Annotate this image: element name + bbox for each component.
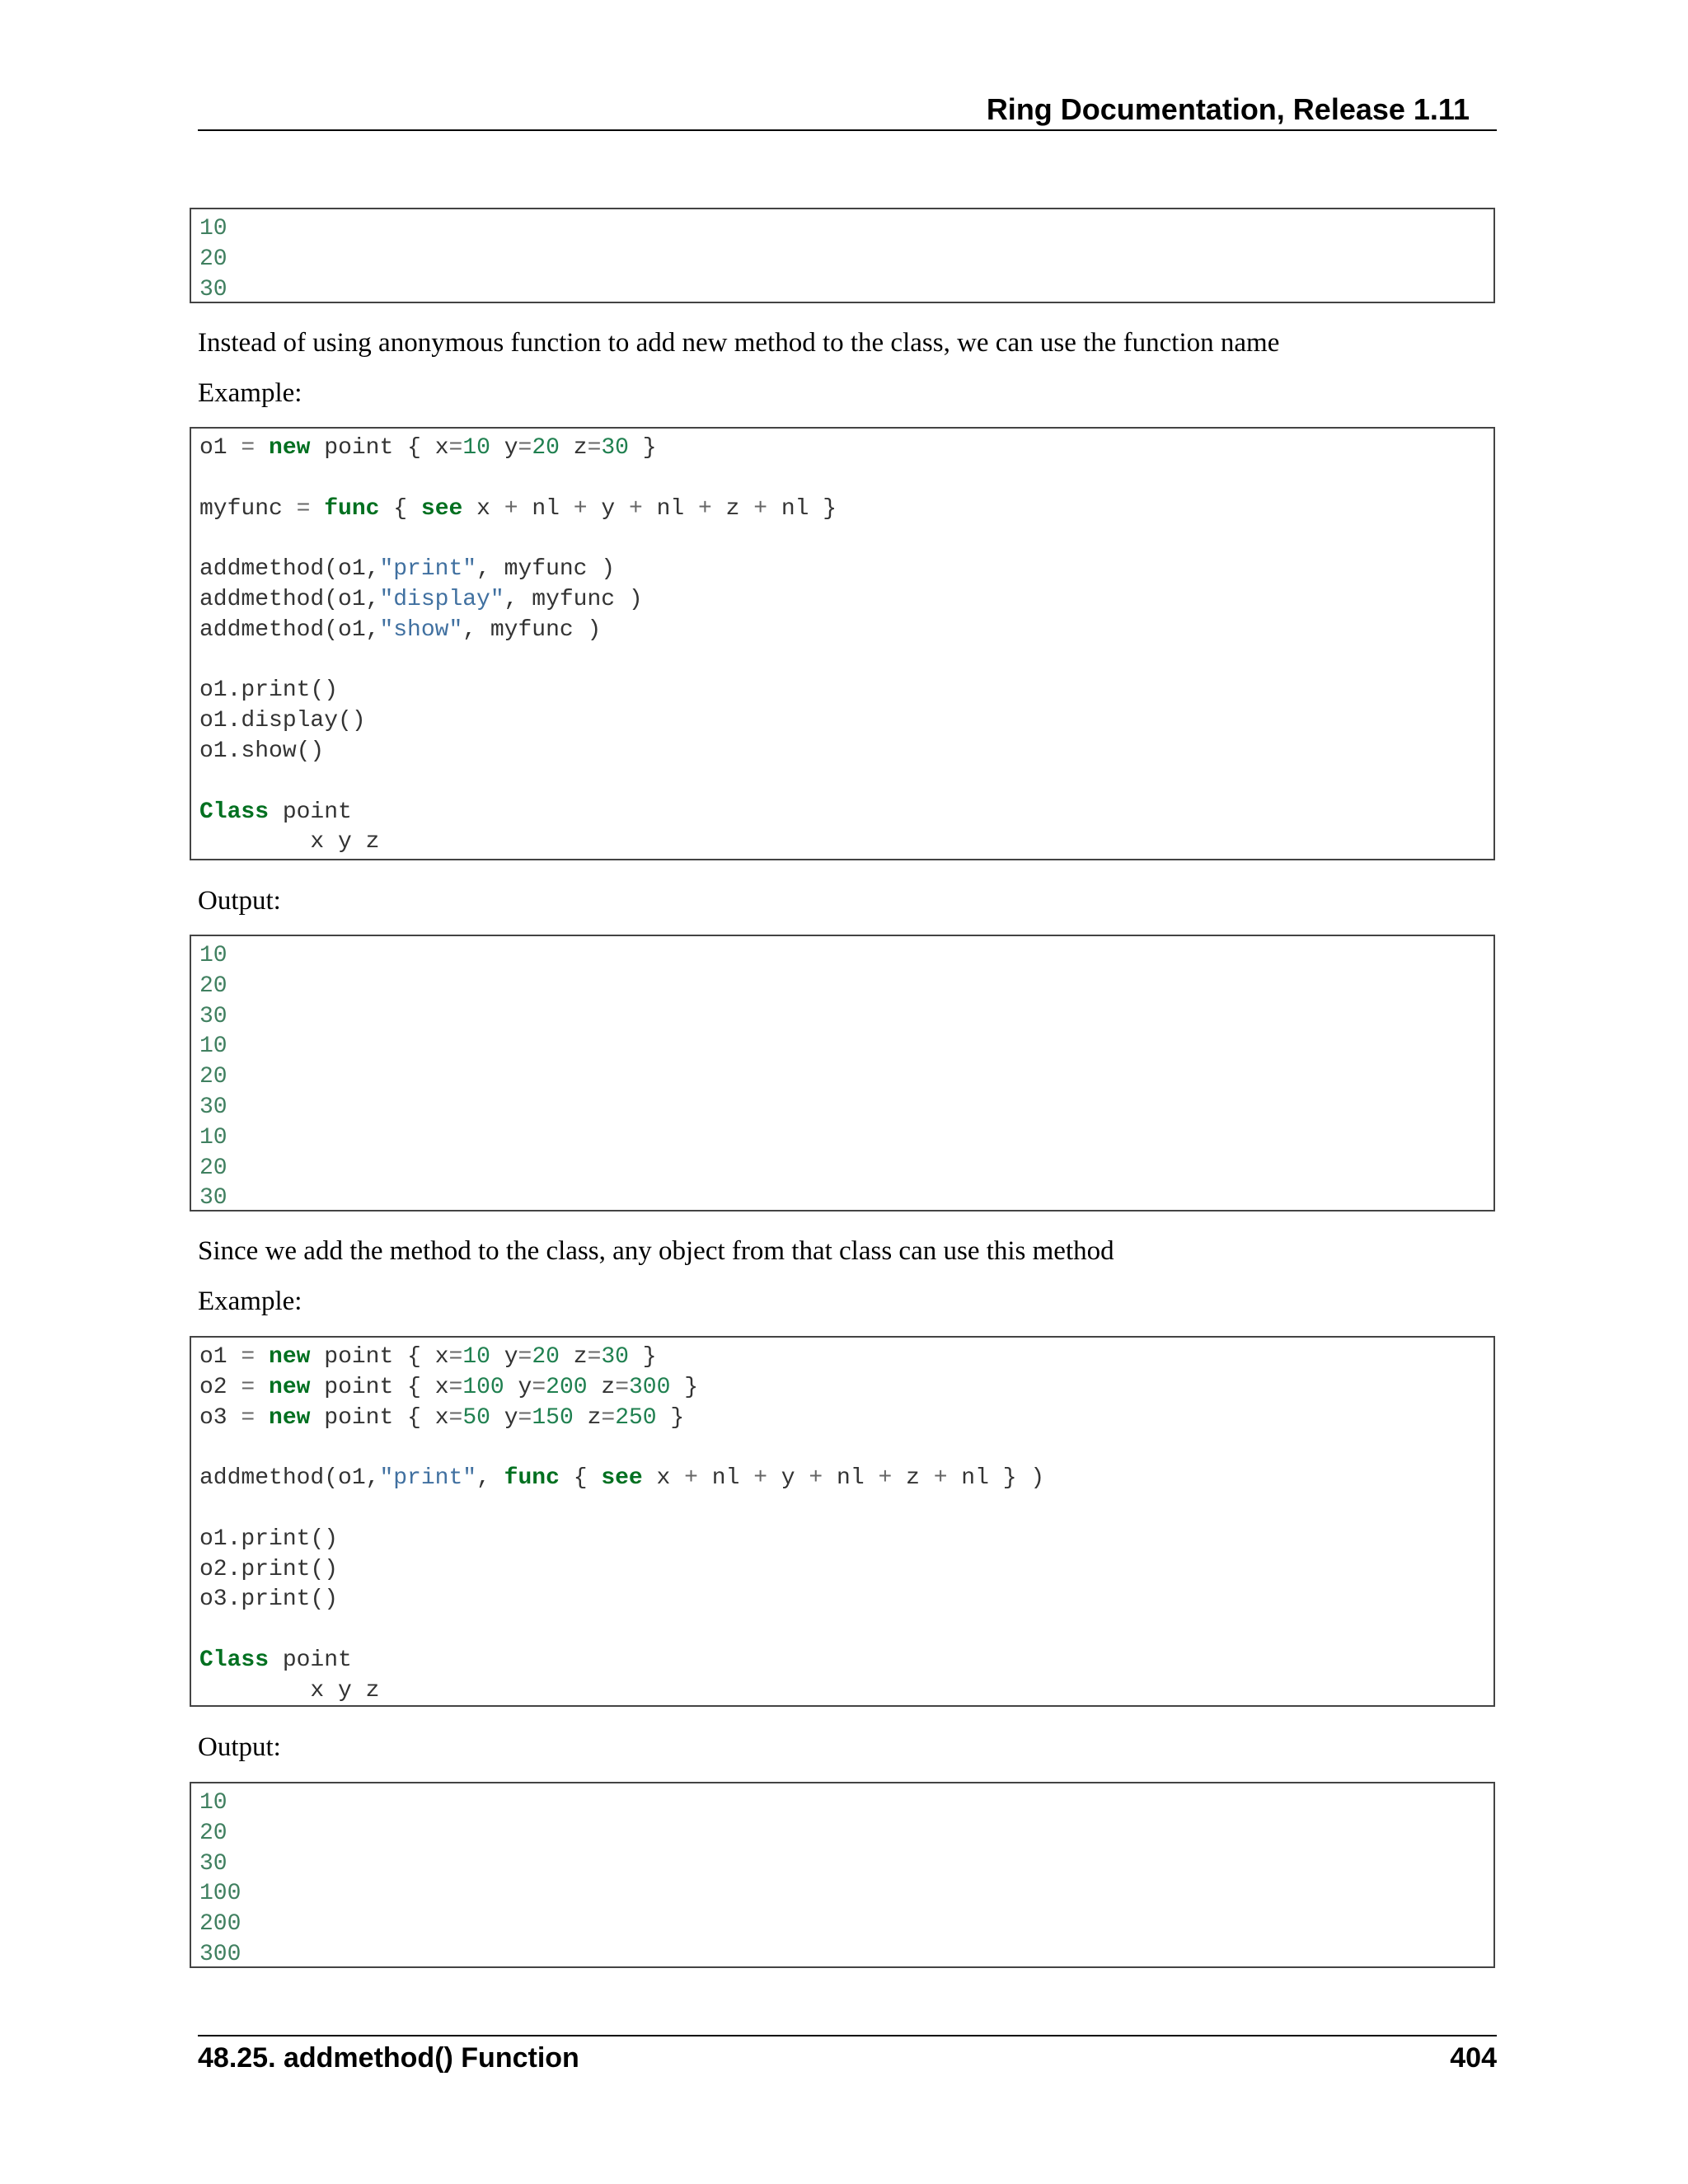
output-line: 30 [199, 1850, 227, 1877]
output-line: 10 [199, 1124, 227, 1151]
output-label: Output: [198, 1732, 281, 1762]
output-line: 100 [199, 1881, 241, 1907]
code-line-blank [199, 1494, 1493, 1525]
code-line: addmethod(o1,"print", myfunc ) [199, 556, 616, 583]
output-label: Output: [198, 886, 281, 916]
code-line-blank [199, 464, 1493, 494]
output-line: 10 [199, 1790, 227, 1816]
code-line-blank [199, 1615, 1493, 1646]
output-line: 30 [199, 276, 227, 302]
output-block [190, 935, 1495, 1212]
code-line: o1.print() [199, 677, 339, 704]
output-line: 10 [199, 1033, 227, 1060]
output-line: 30 [199, 1094, 227, 1120]
output-line: 20 [199, 1820, 227, 1846]
header-rule [198, 129, 1497, 131]
output-line: 30 [199, 1185, 227, 1212]
code-line-blank [199, 524, 1493, 555]
code-line: Class point [199, 799, 352, 825]
code-line: x y z [199, 1677, 380, 1704]
output-line: 200 [199, 1911, 241, 1938]
output-line: 20 [199, 972, 227, 999]
code-line: o1 = new point { x=10 y=20 z=30 } [199, 1344, 657, 1370]
output-line: 30 [199, 1003, 227, 1029]
code-line-blank [199, 646, 1493, 677]
example-label: Example: [198, 378, 302, 408]
code-line-blank [199, 767, 1493, 798]
code-line: addmethod(o1,"display", myfunc ) [199, 586, 643, 612]
code-block [190, 427, 1495, 860]
output-block [190, 1782, 1495, 1968]
code-line: addmethod(o1,"show", myfunc ) [199, 616, 602, 643]
code-line: o2 = new point { x=100 y=200 z=300 } [199, 1374, 699, 1400]
footer-page-number: 404 [1450, 2042, 1497, 2074]
footer-section-title: 48.25. addmethod() Function [198, 2042, 579, 2074]
code-line: o1.print() [199, 1526, 339, 1552]
code-line: o3 = new point { x=50 y=150 z=250 } [199, 1404, 685, 1431]
output-line: 20 [199, 246, 227, 272]
code-line: x y z [199, 829, 380, 855]
paragraph: Since we add the method to the class, any object from that class can use this method [198, 1236, 1114, 1266]
code-block [190, 1336, 1495, 1707]
code-line: o2.print() [199, 1556, 339, 1582]
code-line: o3.print() [199, 1586, 339, 1613]
code-line: o1.display() [199, 708, 366, 734]
code-line-blank [199, 1433, 1493, 1464]
code-line: o1 = new point { x=10 y=20 z=30 } [199, 435, 657, 461]
output-line: 10 [199, 943, 227, 968]
code-line: addmethod(o1,"print", func { see x + nl + y + nl + z + nl } ) [199, 1465, 1045, 1492]
code-line: Class point [199, 1647, 352, 1673]
example-label: Example: [198, 1286, 302, 1316]
footer-rule [198, 2035, 1497, 2036]
output-block [190, 208, 1495, 303]
code-line: o1.show() [199, 738, 325, 764]
output-line: 20 [199, 1155, 227, 1181]
code-line: myfunc = func { see x + nl + y + nl + z + nl } [199, 495, 837, 522]
output-line: 10 [199, 216, 227, 241]
paragraph: Instead of using anonymous function to add new method to the class, we can use the function name [198, 328, 1280, 358]
output-line: 300 [199, 1941, 241, 1967]
output-line: 20 [199, 1064, 227, 1090]
page-header-title: Ring Documentation, Release 1.11 [986, 92, 1470, 126]
